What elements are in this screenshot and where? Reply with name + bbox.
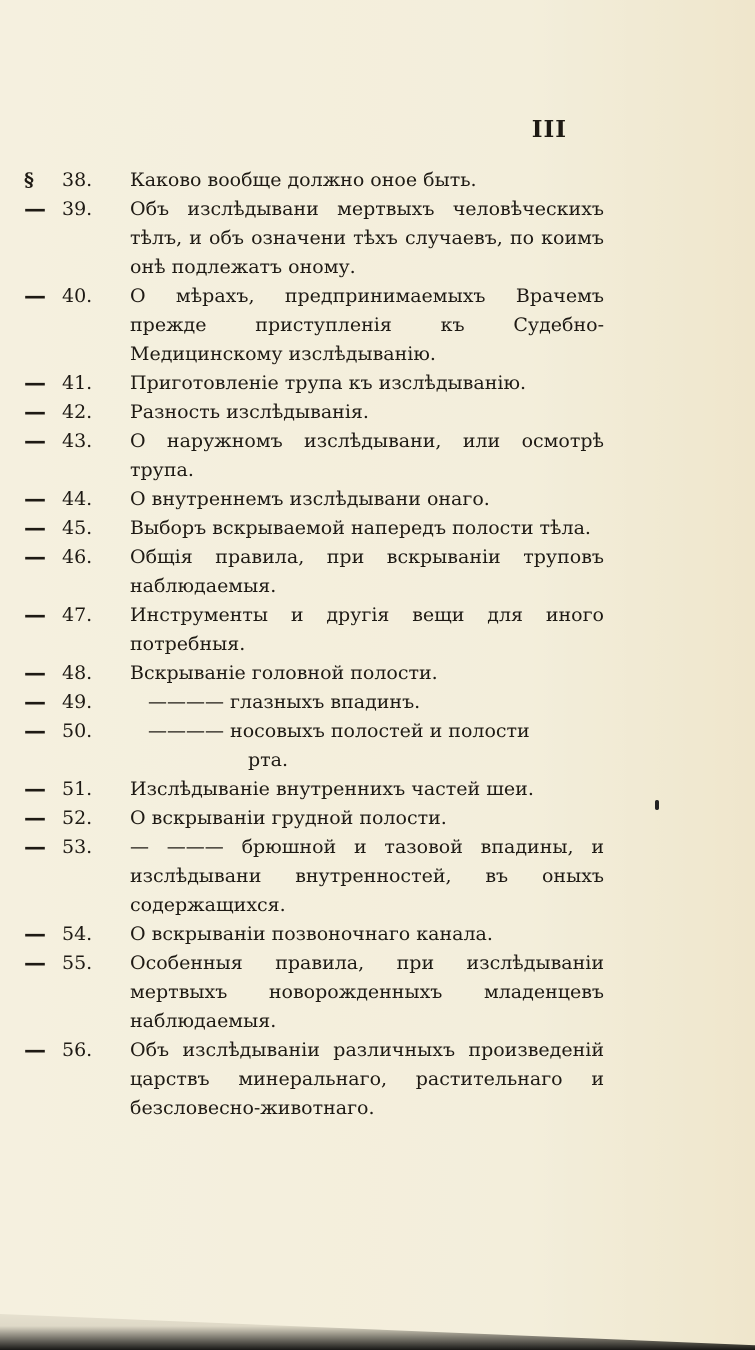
toc-entry — [24, 775, 604, 804]
entry-number: 42. — [62, 401, 93, 423]
toc-entry — [24, 514, 604, 543]
page-number: III — [531, 116, 567, 143]
entry-mark: — — [24, 544, 46, 570]
entry-text: О наружномъ изслѣдывани, или осмотрѣ трупа. — [130, 430, 604, 481]
toc-entry — [24, 398, 604, 427]
entry-number: 47. — [62, 604, 93, 626]
toc-entry — [24, 485, 604, 514]
entry-number: 45. — [62, 517, 93, 539]
entry-number: 55. — [62, 952, 93, 974]
entry-text: Объ изслѣдываніи различныхъ произведеній царствъ минеральнаго, растительнаго и безсловесно-животнаго. — [130, 1039, 604, 1119]
page-edge-shadow — [0, 1290, 755, 1350]
ink-speck — [655, 800, 659, 810]
entry-text: Объ изслѣдывани мертвыхъ человѣческихъ тѣлъ, и объ означени тѣхъ случаевъ, по коимъ онѣ подлежатъ оному. — [130, 198, 604, 278]
entry-text: О мѣрахъ, предпринимаемыхъ Врачемъ прежде приступленія къ Судебно-Медицинскому изслѣдыванію. — [130, 285, 604, 365]
entry-mark: — — [24, 834, 46, 860]
toc-entry — [24, 543, 604, 601]
entry-number: 52. — [62, 807, 93, 829]
toc-entry — [24, 920, 604, 949]
entry-number: 41. — [62, 372, 93, 394]
toc-entry — [24, 282, 604, 369]
toc-entry — [24, 195, 604, 282]
entry-mark: — — [24, 428, 46, 454]
entry-number: 40. — [62, 285, 93, 307]
toc-entry — [24, 717, 604, 775]
toc-entry — [24, 688, 604, 717]
entry-number: 48. — [62, 662, 93, 684]
entry-text: Инструменты и другія вещи для иного потребныя. — [130, 604, 604, 655]
toc-entry — [24, 1036, 604, 1123]
entry-mark: — — [24, 921, 46, 947]
entry-text: Каково вообще должно оное быть. — [130, 169, 477, 191]
entry-text: — ——— брюшной и тазовой впадины, и изслѣдывани внутренностей, въ оныхъ содержащихся. — [130, 836, 604, 916]
entry-mark: — — [24, 370, 46, 396]
entry-mark: — — [24, 515, 46, 541]
entry-mark: — — [24, 689, 46, 715]
entry-text: Общія правила, при вскрываніи труповъ наблюдаемыя. — [130, 546, 604, 597]
entry-mark: — — [24, 660, 46, 686]
toc-entry — [24, 369, 604, 398]
entry-number: 38. — [62, 169, 93, 191]
entry-mark: — — [24, 486, 46, 512]
entry-mark: — — [24, 196, 46, 222]
entry-number: 46. — [62, 546, 93, 568]
entry-number: 54. — [62, 923, 93, 945]
entry-text: ———— носовыхъ полостей и полости — [148, 720, 530, 742]
entry-mark: — — [24, 602, 46, 628]
toc-entry — [24, 659, 604, 688]
entry-text-tail: рта. — [248, 749, 289, 771]
toc-entry — [24, 833, 604, 920]
entry-number: 43. — [62, 430, 93, 452]
entry-number: 53. — [62, 836, 93, 858]
toc-entry — [24, 427, 604, 485]
entry-number: 56. — [62, 1039, 93, 1061]
table-of-contents — [24, 166, 604, 1123]
entry-number: 49. — [62, 691, 93, 713]
entry-text: О внутреннемъ изслѣдывани онаго. — [130, 488, 490, 510]
entry-text-group — [130, 717, 604, 775]
entry-number: 51. — [62, 778, 93, 800]
entry-mark: — — [24, 950, 46, 976]
entry-text: Разность изслѣдыванія. — [130, 401, 369, 423]
entry-mark: — — [24, 1037, 46, 1063]
entry-text: Особенныя правила, при изслѣдываніи мертвыхъ новорожденныхъ младенцевъ наблюдаемыя. — [130, 952, 604, 1032]
entry-text: Изслѣдываніе внутреннихъ частей шеи. — [130, 778, 534, 800]
entry-mark: — — [24, 718, 46, 744]
entry-text: Выборъ вскрываемой напередъ полости тѣла. — [130, 517, 591, 539]
entry-mark: — — [24, 399, 46, 425]
entry-number: 44. — [62, 488, 93, 510]
entry-mark: — — [24, 283, 46, 309]
toc-entry — [24, 949, 604, 1036]
entry-number: 39. — [62, 198, 93, 220]
toc-entry — [24, 601, 604, 659]
toc-entry — [24, 804, 604, 833]
entry-text: О вскрываніи позвоночнаго канала. — [130, 923, 493, 945]
entry-text: Вскрываніе головной полости. — [130, 662, 438, 684]
toc-entry — [24, 166, 604, 195]
entry-mark: — — [24, 776, 46, 802]
entry-text: ———— глазныхъ впадинъ. — [148, 691, 421, 713]
entry-number: 50. — [62, 720, 93, 742]
entry-text: О вскрываніи грудной полости. — [130, 807, 447, 829]
entry-mark: § — [24, 169, 34, 191]
entry-mark: — — [24, 805, 46, 831]
entry-text: Приготовленіе трупа къ изслѣдыванію. — [130, 372, 527, 394]
